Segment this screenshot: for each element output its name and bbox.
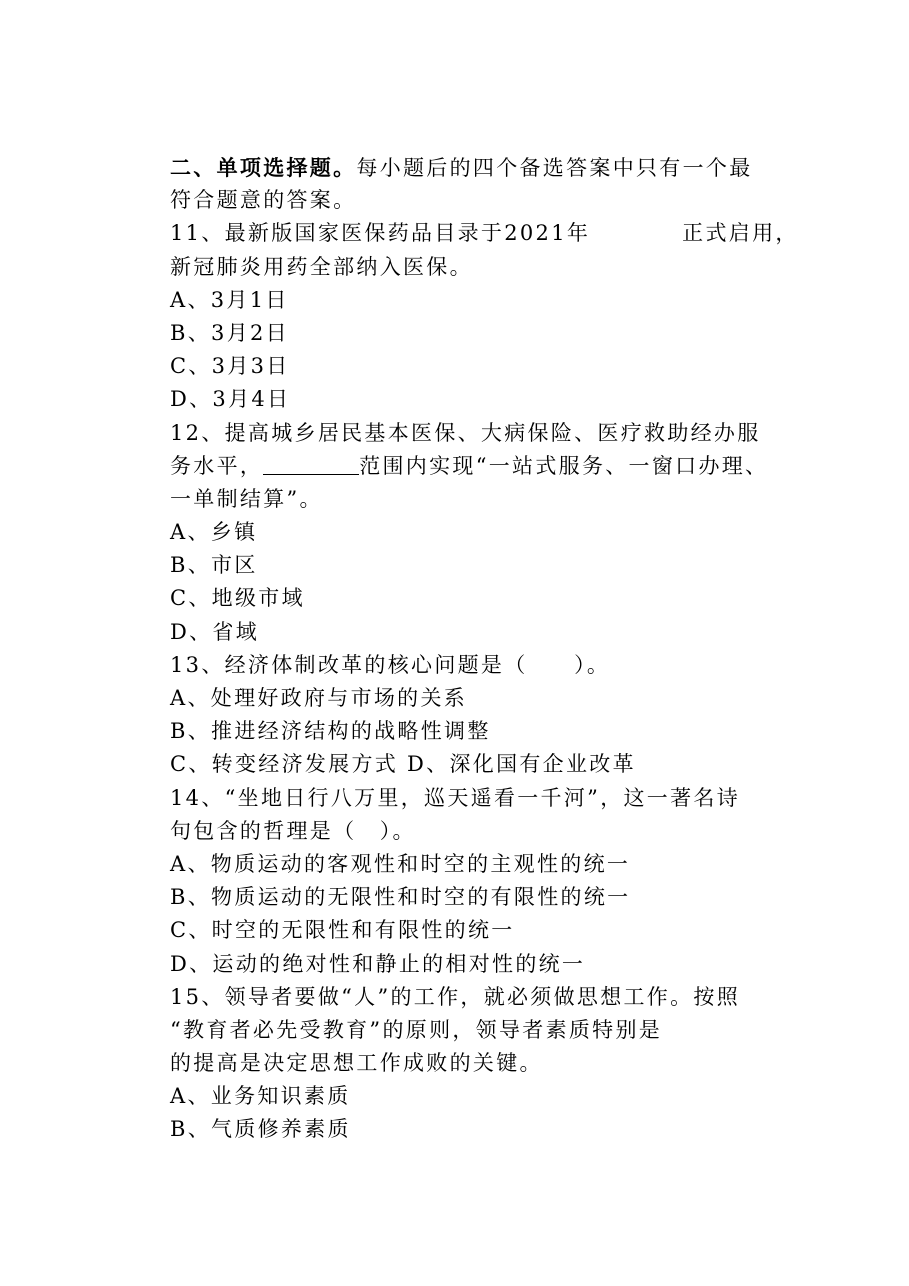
q15-stem-line1: 15、领导者要做“人”的工作，就必须做思想工作。按照: [170, 984, 740, 1009]
q14-option-d: D、运动的绝对性和静止的相对性的统一: [170, 951, 586, 976]
document-page: [170, 151, 810, 1147]
q14-stem-line1: 14、“坐地日行八万里，巡天遥看一千河”，这一著名诗: [170, 785, 740, 810]
q14-option-b: B、物质运动的无限性和时空的有限性的统一: [170, 885, 631, 910]
q15-option-b: B、气质修养素质: [170, 1117, 351, 1142]
q12-answer-blank: [263, 452, 359, 475]
q15-stem-line3: 的提高是决定思想工作成败的关键。: [170, 1051, 543, 1076]
q13-option-cd: C、转变经济发展方式 D、深化国有企业改革: [170, 752, 636, 777]
q12-stem-line2: [170, 450, 810, 483]
q11-option-b: B、3月2日: [170, 320, 289, 345]
q12-stem-line3: 一单制结算”。: [170, 486, 323, 511]
q14-option-c: C、时空的无限性和有限性的统一: [170, 918, 515, 943]
q12-option-a: A、乡镇: [170, 520, 258, 545]
q12-option-b: B、市区: [170, 553, 258, 578]
q11-stem-line2: 新冠肺炎用药全部纳入医保。: [170, 254, 473, 279]
q12-stem-line1: 12、提高城乡居民基本医保、大病保险、医疗救助经办服: [170, 420, 761, 445]
q11-stem-part1: 11、最新版国家医保药品目录于2021年: [170, 221, 591, 246]
section-instruction-line2: 符合题意的答案。: [170, 188, 357, 213]
q11-option-d: D、3月4日: [170, 387, 291, 412]
q11-option-c: C、3月3日: [170, 354, 290, 379]
q13-option-a: A、处理好政府与市场的关系: [170, 686, 468, 710]
q11-stem-part2: 正式启用，: [682, 221, 799, 246]
q11-stem-line1: [170, 217, 810, 250]
q14-stem-line2: 句包含的哲理是（ ）。: [170, 818, 416, 843]
q12-option-c: C、地级市域: [170, 586, 305, 611]
q12-stem-after: 范围内实现“一站式服务、一窗口办理、: [359, 453, 769, 478]
q15-stem-line2: “教育者必先受教育”的原则，领导者素质特别是: [170, 1017, 663, 1042]
q12-stem-before: 务水平，: [170, 453, 264, 478]
q12-option-d: D、省域: [170, 619, 260, 644]
q13-option-b: B、推进经济结构的战略性调整: [170, 719, 491, 744]
q13-stem: 13、经济体制改革的核心问题是（ ）。: [170, 652, 611, 677]
section-heading: 二、单项选择题。: [170, 155, 357, 180]
q15-option-a: A、业务知识素质: [170, 1084, 351, 1109]
q11-option-a: A、3月1日: [170, 287, 289, 312]
section-instruction: 每小题后的四个备选答案中只有一个最: [356, 156, 753, 180]
section-header-line: [170, 151, 810, 184]
q14-option-a: A、物质运动的客观性和时空的主观性的统一: [170, 851, 631, 876]
